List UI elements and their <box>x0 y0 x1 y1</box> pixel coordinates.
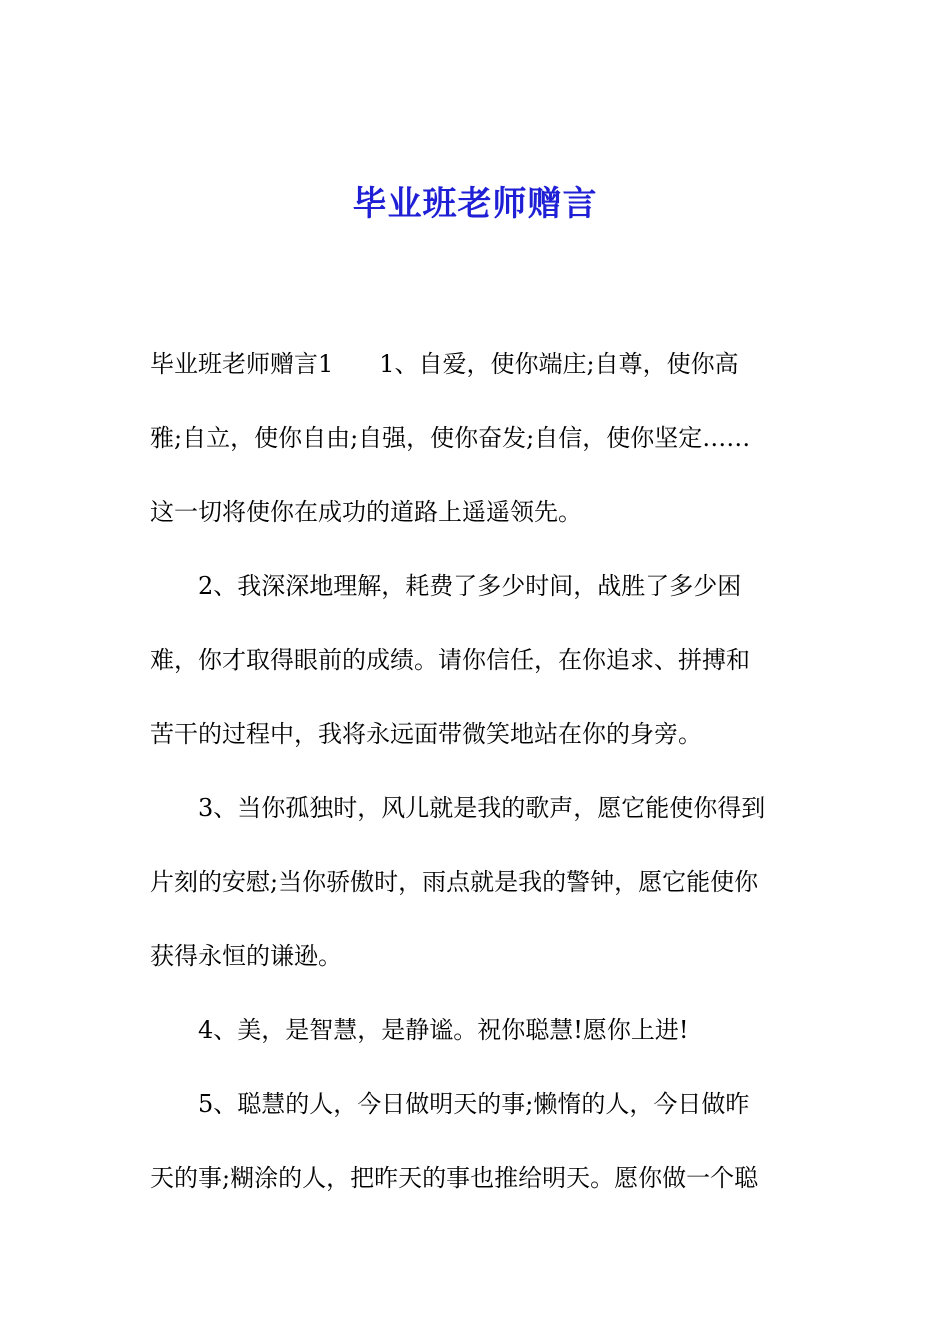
paragraph-1 <box>150 327 810 549</box>
paragraph-line: 苦干的过程中，我将永远面带微笑地站在你的身旁。 <box>150 720 702 748</box>
paragraph-line: 4、美，是智慧，是静谧。祝你聪慧!愿你上进! <box>198 1016 689 1044</box>
paragraph-4 <box>150 993 810 1067</box>
document-title: 毕业班老师赠言 <box>352 184 598 224</box>
section-heading: 毕业班老师赠言1 <box>150 350 334 378</box>
paragraph-line-text: 1、自爱，使你端庄;自尊，使你高 <box>379 350 739 378</box>
paragraph-line: 3、当你孤独时，风儿就是我的歌声，愿它能使你得到 <box>198 794 766 822</box>
paragraph-2 <box>150 549 810 771</box>
paragraph-line: 难，你才取得眼前的成绩。请你信任，在你追求、拼搏和 <box>150 646 750 674</box>
paragraph-line: 片刻的安慰;当你骄傲时，雨点就是我的警钟，愿它能使你 <box>150 868 759 896</box>
paragraph-line: 获得永恒的谦逊。 <box>150 942 342 970</box>
paragraph-line <box>150 327 810 401</box>
paragraph-line: 这一切将使你在成功的道路上遥遥领先。 <box>150 498 582 526</box>
document-body <box>150 327 810 1215</box>
paragraph-line: 天的事;糊涂的人，把昨天的事也推给明天。愿你做一个聪 <box>150 1164 759 1192</box>
paragraph-3 <box>150 771 810 993</box>
paragraph-line: 雅;自立，使你自由;自强，使你奋发;自信，使你坚定…… <box>150 424 751 452</box>
paragraph-5 <box>150 1067 810 1215</box>
paragraph-line: 2、我深深地理解，耗费了多少时间，战胜了多少困 <box>198 572 742 600</box>
paragraph-line: 5、聪慧的人，今日做明天的事;懒惰的人，今日做昨 <box>198 1090 750 1118</box>
